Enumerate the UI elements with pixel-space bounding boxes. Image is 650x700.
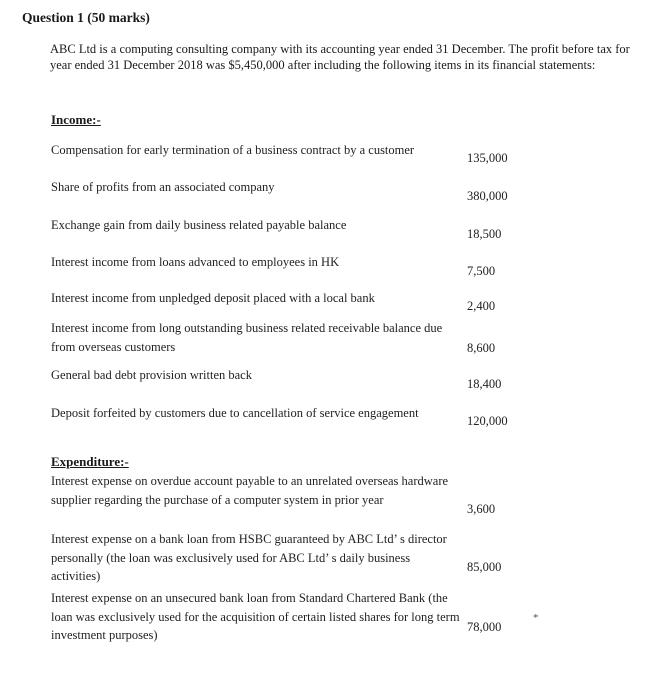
income-item-amount: 18,400	[467, 377, 502, 391]
income-item-label: Share of profits from an associated company	[51, 180, 275, 194]
expenditure-item-amount: 78,000	[467, 620, 502, 634]
income-item-label: Interest income from long outstanding business related receivable balance due from overseas customers	[51, 321, 443, 354]
expenditure-item-label: Interest expense on a bank loan from HSBC guaranteed by ABC Ltd’ s director personally (the loan was exclusively used for ABC Ltd’ s daily business activities)	[51, 532, 447, 583]
intro-paragraph: ABC Ltd is a computing consulting company with its accounting year ended 31 December. The profit before tax for year ended 31 December 2018 was $5,450,000 after including the following items in its financial statements:	[50, 42, 630, 72]
income-item-label: Exchange gain from daily business related payable balance	[51, 218, 347, 232]
income-item-amount: 2,400	[467, 299, 496, 313]
expenditure-item-amount: 3,600	[467, 502, 496, 516]
expenditure-heading: Expenditure:-	[51, 454, 129, 469]
expenditure-item-amount: 85,000	[467, 560, 502, 574]
income-item-amount: 8,600	[467, 341, 496, 355]
income-item-label: Compensation for early termination of a business contract by a customer	[51, 143, 415, 157]
income-item-label: Deposit forfeited by customers due to cancellation of service engagement	[51, 406, 419, 420]
income-heading: Income:-	[51, 112, 101, 127]
expenditure-item-label: Interest expense on overdue account payable to an unrelated overseas hardware supplier regarding the purchase of a computer system in prior year	[51, 474, 449, 507]
income-item-label: Interest income from unpledged deposit placed with a local bank	[51, 291, 375, 305]
asterisk-mark: *	[533, 612, 539, 624]
income-item-amount: 120,000	[467, 414, 508, 428]
income-item-amount: 135,000	[467, 151, 508, 165]
income-item-amount: 7,500	[467, 264, 496, 278]
expenditure-item-label: Interest expense on an unsecured bank loan from Standard Chartered Bank (the loan was exclusively used for the acquisition of certain listed shares for long term investment purposes)	[51, 591, 460, 642]
income-item-label: General bad debt provision written back	[51, 368, 252, 382]
income-item-label: Interest income from loans advanced to employees in HK	[51, 255, 340, 269]
question-title: Question 1 (50 marks)	[22, 10, 150, 25]
income-item-amount: 18,500	[467, 227, 502, 241]
income-item-amount: 380,000	[467, 189, 508, 203]
